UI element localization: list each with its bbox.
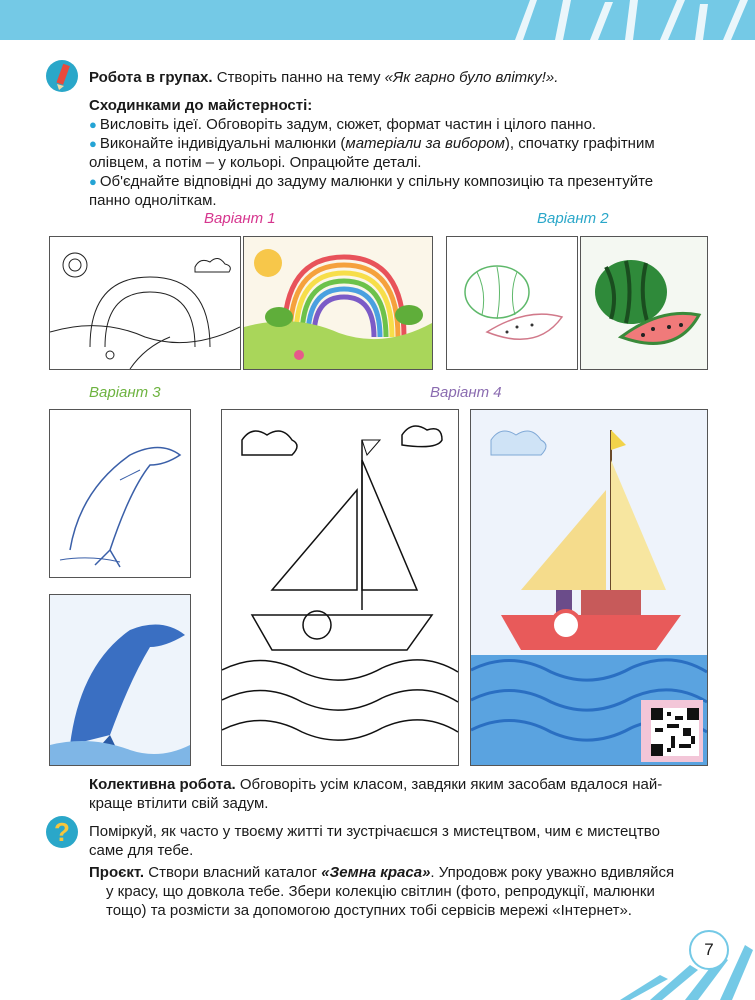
variant-4-label: Варіант 4 (430, 384, 502, 401)
steps-bullet-3: ● Об'єднайте відповідні до задуму малюнки у спільну композицію та презентуйте (89, 173, 654, 190)
variant-1-color-image (243, 236, 433, 370)
project-l2: у красу, що довкола тебе. Збери колекцію світлин (фото, репродукції, малюнки (106, 883, 655, 900)
steps-b2i: матеріали за вибором (345, 135, 505, 152)
steps-b3b: панно однoліткам. (89, 192, 217, 209)
pencil-icon (46, 60, 78, 92)
project-line-1 (89, 863, 674, 882)
header-bar (0, 0, 755, 40)
group-work-label: Робота в групах. (89, 69, 213, 86)
steps-heading: Сходинками до майстерності: (89, 97, 313, 114)
steps-b1: Висловіть ідеї. Обговоріть задум, сюжет, формат частин і цілого панно. (99, 116, 597, 133)
project-label: Проєкт. (89, 864, 145, 881)
project-l3: тощо) та розмісти за допомогою доступних тобі сервісів мережі «Інтернет». (106, 902, 632, 919)
group-work-theme: «Як гарно було влітку!». (384, 69, 559, 86)
collective-l1: Обговоріть усім класом, завдяки яким засобам вдалося най- (235, 776, 663, 793)
pencils-bottom-decoration (620, 945, 755, 1000)
steps-b2b: ), спочатку графітним (504, 135, 655, 152)
variant-1-label: Варіант 1 (204, 210, 276, 227)
reflect-l1: Поміркуй, як часто у твоєму житті ти зустрічаєшся з мистецтвом, чим є мистецтво (89, 823, 660, 840)
steps-b3a: Об'єднайте відповідні до задуму малюнки у спільну композицію та презентуйте (99, 173, 654, 190)
variant-3-color-image (49, 594, 191, 766)
group-work-text: Створіть панно на тему (212, 69, 385, 86)
steps-bullet-1: ● Висловіть ідеї. Обговоріть задум, сюжет, формат частин і цілого панно. (89, 116, 597, 133)
steps-b2a: Виконайте індивідуальні малюнки ( (99, 135, 346, 152)
project-t2: . Упродовж року уважно вдивляйся (430, 864, 675, 881)
qr-code-icon[interactable] (651, 708, 699, 756)
steps-bullet-2: ● Виконайте індивідуальні малюнки (матеріали за вибором), спочатку графітним (89, 135, 655, 152)
page-number: 7 (689, 930, 729, 970)
project-t1: Створи власний каталог (144, 864, 322, 881)
reflect-l2: саме для тебе. (89, 842, 194, 859)
group-work-line (89, 68, 558, 87)
variant-3-sketch-image (49, 409, 191, 578)
steps-b2c: олівцем, а потім – у кольорі. Опрацюйте деталі. (89, 154, 422, 171)
pencils-decoration (455, 0, 755, 40)
variant-2-label: Варіант 2 (537, 210, 609, 227)
variant-3-label: Варіант 3 (89, 384, 161, 401)
variant-4-color-image (470, 409, 708, 766)
collective-line-1 (89, 775, 662, 794)
variant-2-sketch-image (446, 236, 578, 370)
collective-label: Колективна робота. (89, 776, 236, 793)
collective-l2: краще втілити свій задум. (89, 795, 269, 812)
project-catalog: «Земна краса» (321, 864, 431, 881)
variant-2-color-image (580, 236, 708, 370)
variant-1-sketch-image (49, 236, 241, 370)
variant-4-sketch-image (221, 409, 459, 766)
question-icon: ? (46, 816, 78, 848)
